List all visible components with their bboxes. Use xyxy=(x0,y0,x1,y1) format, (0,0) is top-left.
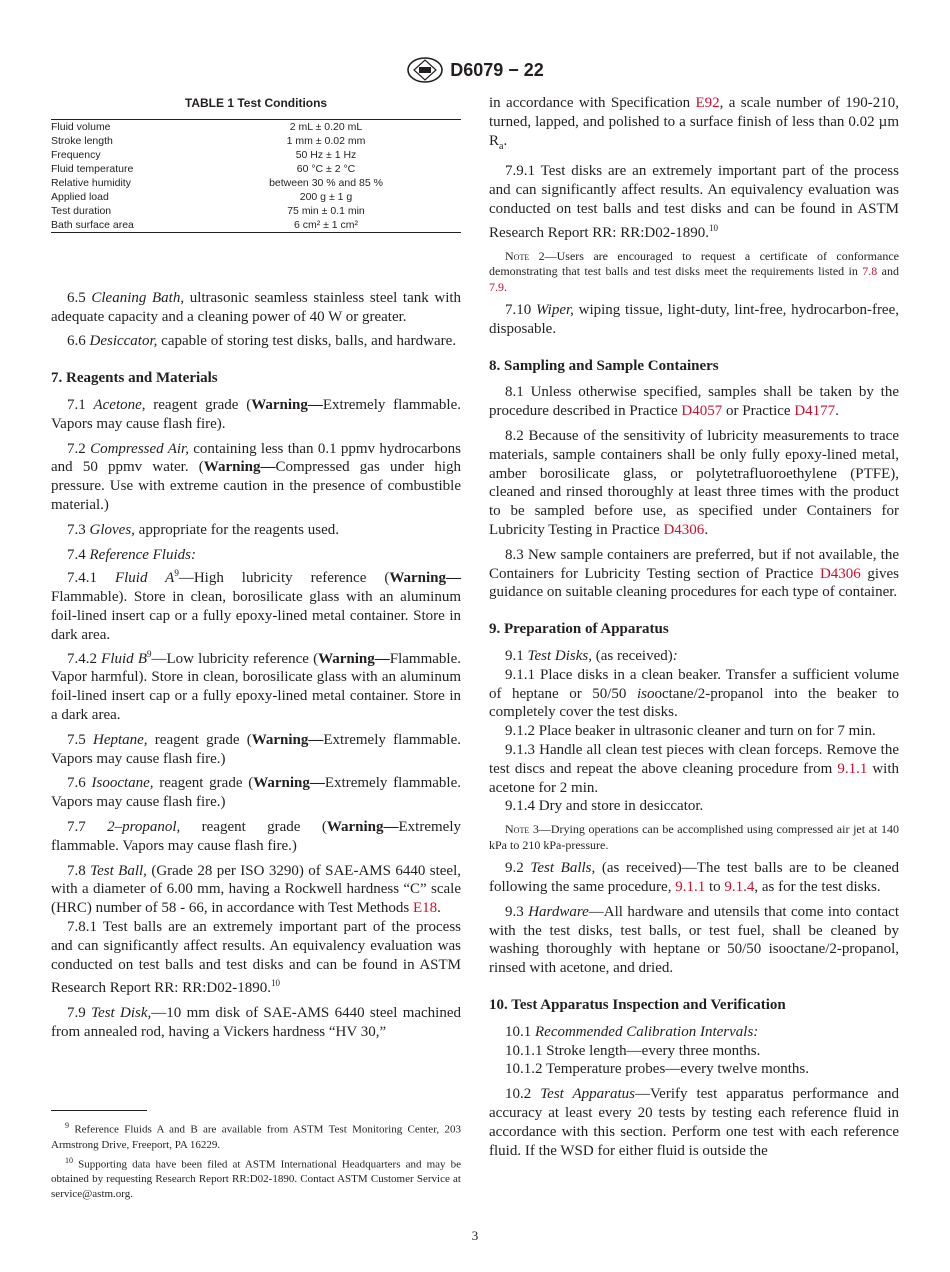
section-10-2: 10.2 Test Apparatus—Verify test apparatus performance and accuracy at least every 20 tests by testing each reference fluid in accordance with this section. Perform one test with each reference fluid. If the WSD for either fluid is outside the xyxy=(489,1086,900,1159)
table-cell-value: 75 min ± 0.1 min xyxy=(287,204,365,217)
link-d4306[interactable]: D4306 xyxy=(663,522,705,539)
table-row xyxy=(51,119,461,134)
section-10-1-2: 10.1.2 Temperature probes—every twelve months. xyxy=(505,1061,810,1078)
section-9-1-1: 9.1.1 Place disks in a clean beaker. Transfer a sufficient volume of heptane or 50/50 isooctane/2-propanol into the beaker to completely cover the test disks. xyxy=(489,666,899,721)
table-cell-param: Frequency xyxy=(51,148,101,161)
link-7-9[interactable]: 7.9 xyxy=(489,279,504,294)
table-cell-value: 200 g ± 1 g xyxy=(299,190,353,203)
table-cell-param: Test duration xyxy=(51,204,112,217)
link-e18[interactable]: E18 xyxy=(412,900,438,917)
section-7-9: 7.9 Test Disk,—10 mm disk of SAE-AMS 6440 steel machined from annealed rod, having a Vickers hardness “HV 30,” xyxy=(51,1005,462,1040)
section-6-6: 6.6 Desiccator, capable of storing test disks, balls, and hardware. xyxy=(67,333,457,350)
section-9-1-2: 9.1.2 Place beaker in ultrasonic cleaner and turn on for 7 min. xyxy=(505,723,876,740)
heading-section-10: 10. Test Apparatus Inspection and Verification xyxy=(489,996,786,1013)
footnote-10: $^{10}$ Supporting data have been filed at ASTM International Headquarters and may be obtained by requesting Research Report RR:D02-1890. Contact ASTM Customer Service at service@astm.org. xyxy=(51,1155,461,1201)
table-row xyxy=(51,204,461,218)
section-8-2: 8.2 Because of the sensitivity of lubricity measurements to trace materials, sample containers shall be only fully epoxy-lined metal, amber borosilicate glass, or polytetrafluoroethylene (PTFE), cleaned and rinsed thoroughly at least three times with the product to be sampled before use, as specified under Containers for Lubricity Testing in Practice D4306. xyxy=(489,428,899,539)
section-10-1-1: 10.1.1 Stroke length—every three months. xyxy=(505,1042,761,1059)
right-column xyxy=(489,94,899,1166)
link-9-1-1-b[interactable]: 9.1.1 xyxy=(675,879,706,895)
section-7-9-1: 7.9.1 Test disks are an extremely important part of the process and can significantly affect results. An equivalency evaluation was conducted on test balls and test disks and can be found in ASTM Research Report RR: RR:D02-1890.10 xyxy=(489,163,899,241)
link-d4057[interactable]: D4057 xyxy=(681,403,723,420)
table-row xyxy=(51,148,461,162)
section-9-3: 9.3 Hardware—All hardware and utensils that come into contact with the test disks, test balls, or test fuel, shall be cleaned by washing thoroughly with heptane or 50/50 isooctane/2-propanol, rinsed with acetone, and dried. xyxy=(489,903,899,977)
table-cell-value: 50 Hz ± 1 Hz xyxy=(295,148,357,161)
heading-section-9: 9. Preparation of Apparatus xyxy=(489,621,669,638)
section-10-1: 10.1 Recommended Calibration Intervals: xyxy=(505,1023,759,1040)
left-column xyxy=(51,94,461,1048)
page-number: 3 xyxy=(471,1228,479,1243)
section-7-2: 7.2 Compressed Air, containing less than 0.1 ppmv hydrocarbons and 50 ppmv water. (Warning—Compressed gas under high pressure. Use with extreme caution in the presence of combustible material.) xyxy=(51,440,462,513)
table-cell-value: 6 cm² ± 1 cm² xyxy=(293,218,359,231)
section-9-1-4: 9.1.4 Dry and store in desiccator. xyxy=(505,798,704,815)
table-cell-param: Fluid temperature xyxy=(51,162,134,175)
table-row xyxy=(51,134,461,148)
heading-section-8: 8. Sampling and Sample Containers xyxy=(489,357,719,374)
section-7-4-1: 7.4.1 Fluid $A^9—High$ lubricity reference (Warning—Flammable). Store in clean, borosilicate glass with an aluminum foil-lined insert cap or a fully epoxy-lined metal container. Store in dark area. xyxy=(51,568,462,643)
footnote-9: $^9$ Reference Fluids A and B are available from ASTM Test Monitoring Center, 203 Armstrong Drive, Freeport, PA 16229. xyxy=(51,1121,461,1151)
document-code: D6079 − 22 xyxy=(450,59,544,80)
section-9-2: 9.2 Test Balls, (as received)—The test balls are to be cleaned following the same procedure, 9.1.1 to 9.1.4, as for the test disks. xyxy=(489,860,900,895)
table-cell-param: Applied load xyxy=(51,190,109,203)
note-3: Note 3—Drying operations can be accomplished using compressed air jet at 140 kPa to 210 kPa-pressure. xyxy=(489,822,899,852)
section-7-9-cont: in accordance with Specification E92, a scale number of 190-210, turned, lapped, and polished to a surface finish of less than 0.02 µm $R_a$. xyxy=(489,95,899,152)
section-7-8-1: 7.8.1 Test balls are an extremely important part of the process and can significantly affect results. An equivalency evaluation was conducted on test balls and test disks and can be found in ASTM Research Report RR: RR:D02-1890.10 xyxy=(51,918,461,997)
astm-logo-icon xyxy=(406,56,444,84)
section-7-5: 7.5 Heptane, reagent grade (Warning—Extremely flammable. Vapors may cause flash fire.) xyxy=(51,731,461,767)
note-2: Note 2—Users are encouraged to request a certificate of conformance demonstrating that test balls and test disks meet the requirements listed in 7.8 and 7.9. xyxy=(489,248,899,294)
section-7-4-2: 7.4.2 Fluid $B^9—Low$ lubricity reference (Warning—Flammable. Vapor harmful). Store in clean, borosilicate glass with an aluminum foil-lined insert cap or a fully epoxy-lined metal container. Store in a dark area. xyxy=(51,648,462,723)
heading-section-7: 7. Reagents and Materials xyxy=(51,370,218,387)
section-7-1: 7.1 Acetone, reagent grade (Warning—Extremely flammable. Vapors may cause flash fire). xyxy=(51,396,461,432)
link-d4306-b[interactable]: D4306 xyxy=(819,565,861,582)
table-cell-param: Fluid volume xyxy=(51,120,111,133)
table-cell-value: 1 mm ± 0.02 mm xyxy=(286,134,366,147)
link-d4177[interactable]: D4177 xyxy=(794,403,836,420)
link-7-8[interactable]: 7.8 xyxy=(862,264,878,279)
table-cell-param: Relative humidity xyxy=(51,176,131,189)
link-9-1-1[interactable]: 9.1.1 xyxy=(837,760,868,777)
section-7-6: 7.6 Isooctane, reagent grade (Warning—Extremely flammable. Vapors may cause flash fire.) xyxy=(51,775,461,811)
table-row xyxy=(51,218,461,233)
section-8-3: 8.3 New sample containers are preferred, but if not available, the Containers for Lubricity Testing section of Practice D4306 gives guidance on suitable cleaning procedures for each type of container. xyxy=(489,546,899,601)
table-cell-param: Stroke length xyxy=(51,134,113,147)
section-9-1-3: 9.1.3 Handle all clean test pieces with clean forceps. Remove the test discs and repeat the above cleaning procedure from 9.1.1 with acetone for 2 min. xyxy=(489,742,899,796)
section-7-3: 7.3 Gloves, appropriate for the reagents used. xyxy=(67,521,339,538)
section-7-7: 7.7 2–propanol, reagent grade (Warning—Extremely flammable. Vapors may cause flash fire.) xyxy=(51,818,461,854)
section-7-10: 7.10 Wiper, wiping tissue, light-duty, lint-free, hydrocarbon-free, disposable. xyxy=(489,302,900,337)
test-conditions-table xyxy=(51,119,461,233)
table-cell-value: between 30 % and 85 % xyxy=(269,176,383,189)
section-8-1: 8.1 Unless otherwise specified, samples shall be taken by the procedure described in Practice D4057 or Practice D4177. xyxy=(489,384,899,420)
table-cell-param: Bath surface area xyxy=(51,218,134,231)
section-9-1: 9.1 Test Disks, (as received): xyxy=(505,648,678,665)
section-7-8: 7.8 Test Ball, (Grade 28 per ISO 3290) of SAE-AMS 6440 steel, with a diameter of 6.00 mm, having a Rockwell hardness “C” scale (HRC) number of 58 - 66, in accordance with Test Methods E18. xyxy=(51,862,461,917)
table-title: TABLE 1 Test Conditions xyxy=(184,96,328,110)
section-6-5: 6.5 Cleaning Bath, ultrasonic seamless stainless steel tank with adequate capacity and a cleaning power of 40 W or greater. xyxy=(51,289,462,325)
table-row xyxy=(51,190,461,204)
table-cell-value: 60 °C ± 2 °C xyxy=(296,162,356,175)
footnotes xyxy=(51,1118,461,1202)
link-e92[interactable]: E92 xyxy=(695,95,720,111)
section-7-4: 7.4 Reference Fluids: xyxy=(67,546,196,563)
footnote-rule xyxy=(51,1110,147,1111)
table-cell-value: 2 mL ± 0.20 mL xyxy=(289,120,363,133)
page-header xyxy=(0,56,950,84)
table-row xyxy=(51,176,461,190)
table-row xyxy=(51,162,461,176)
link-9-1-4[interactable]: 9.1.4 xyxy=(724,879,755,895)
